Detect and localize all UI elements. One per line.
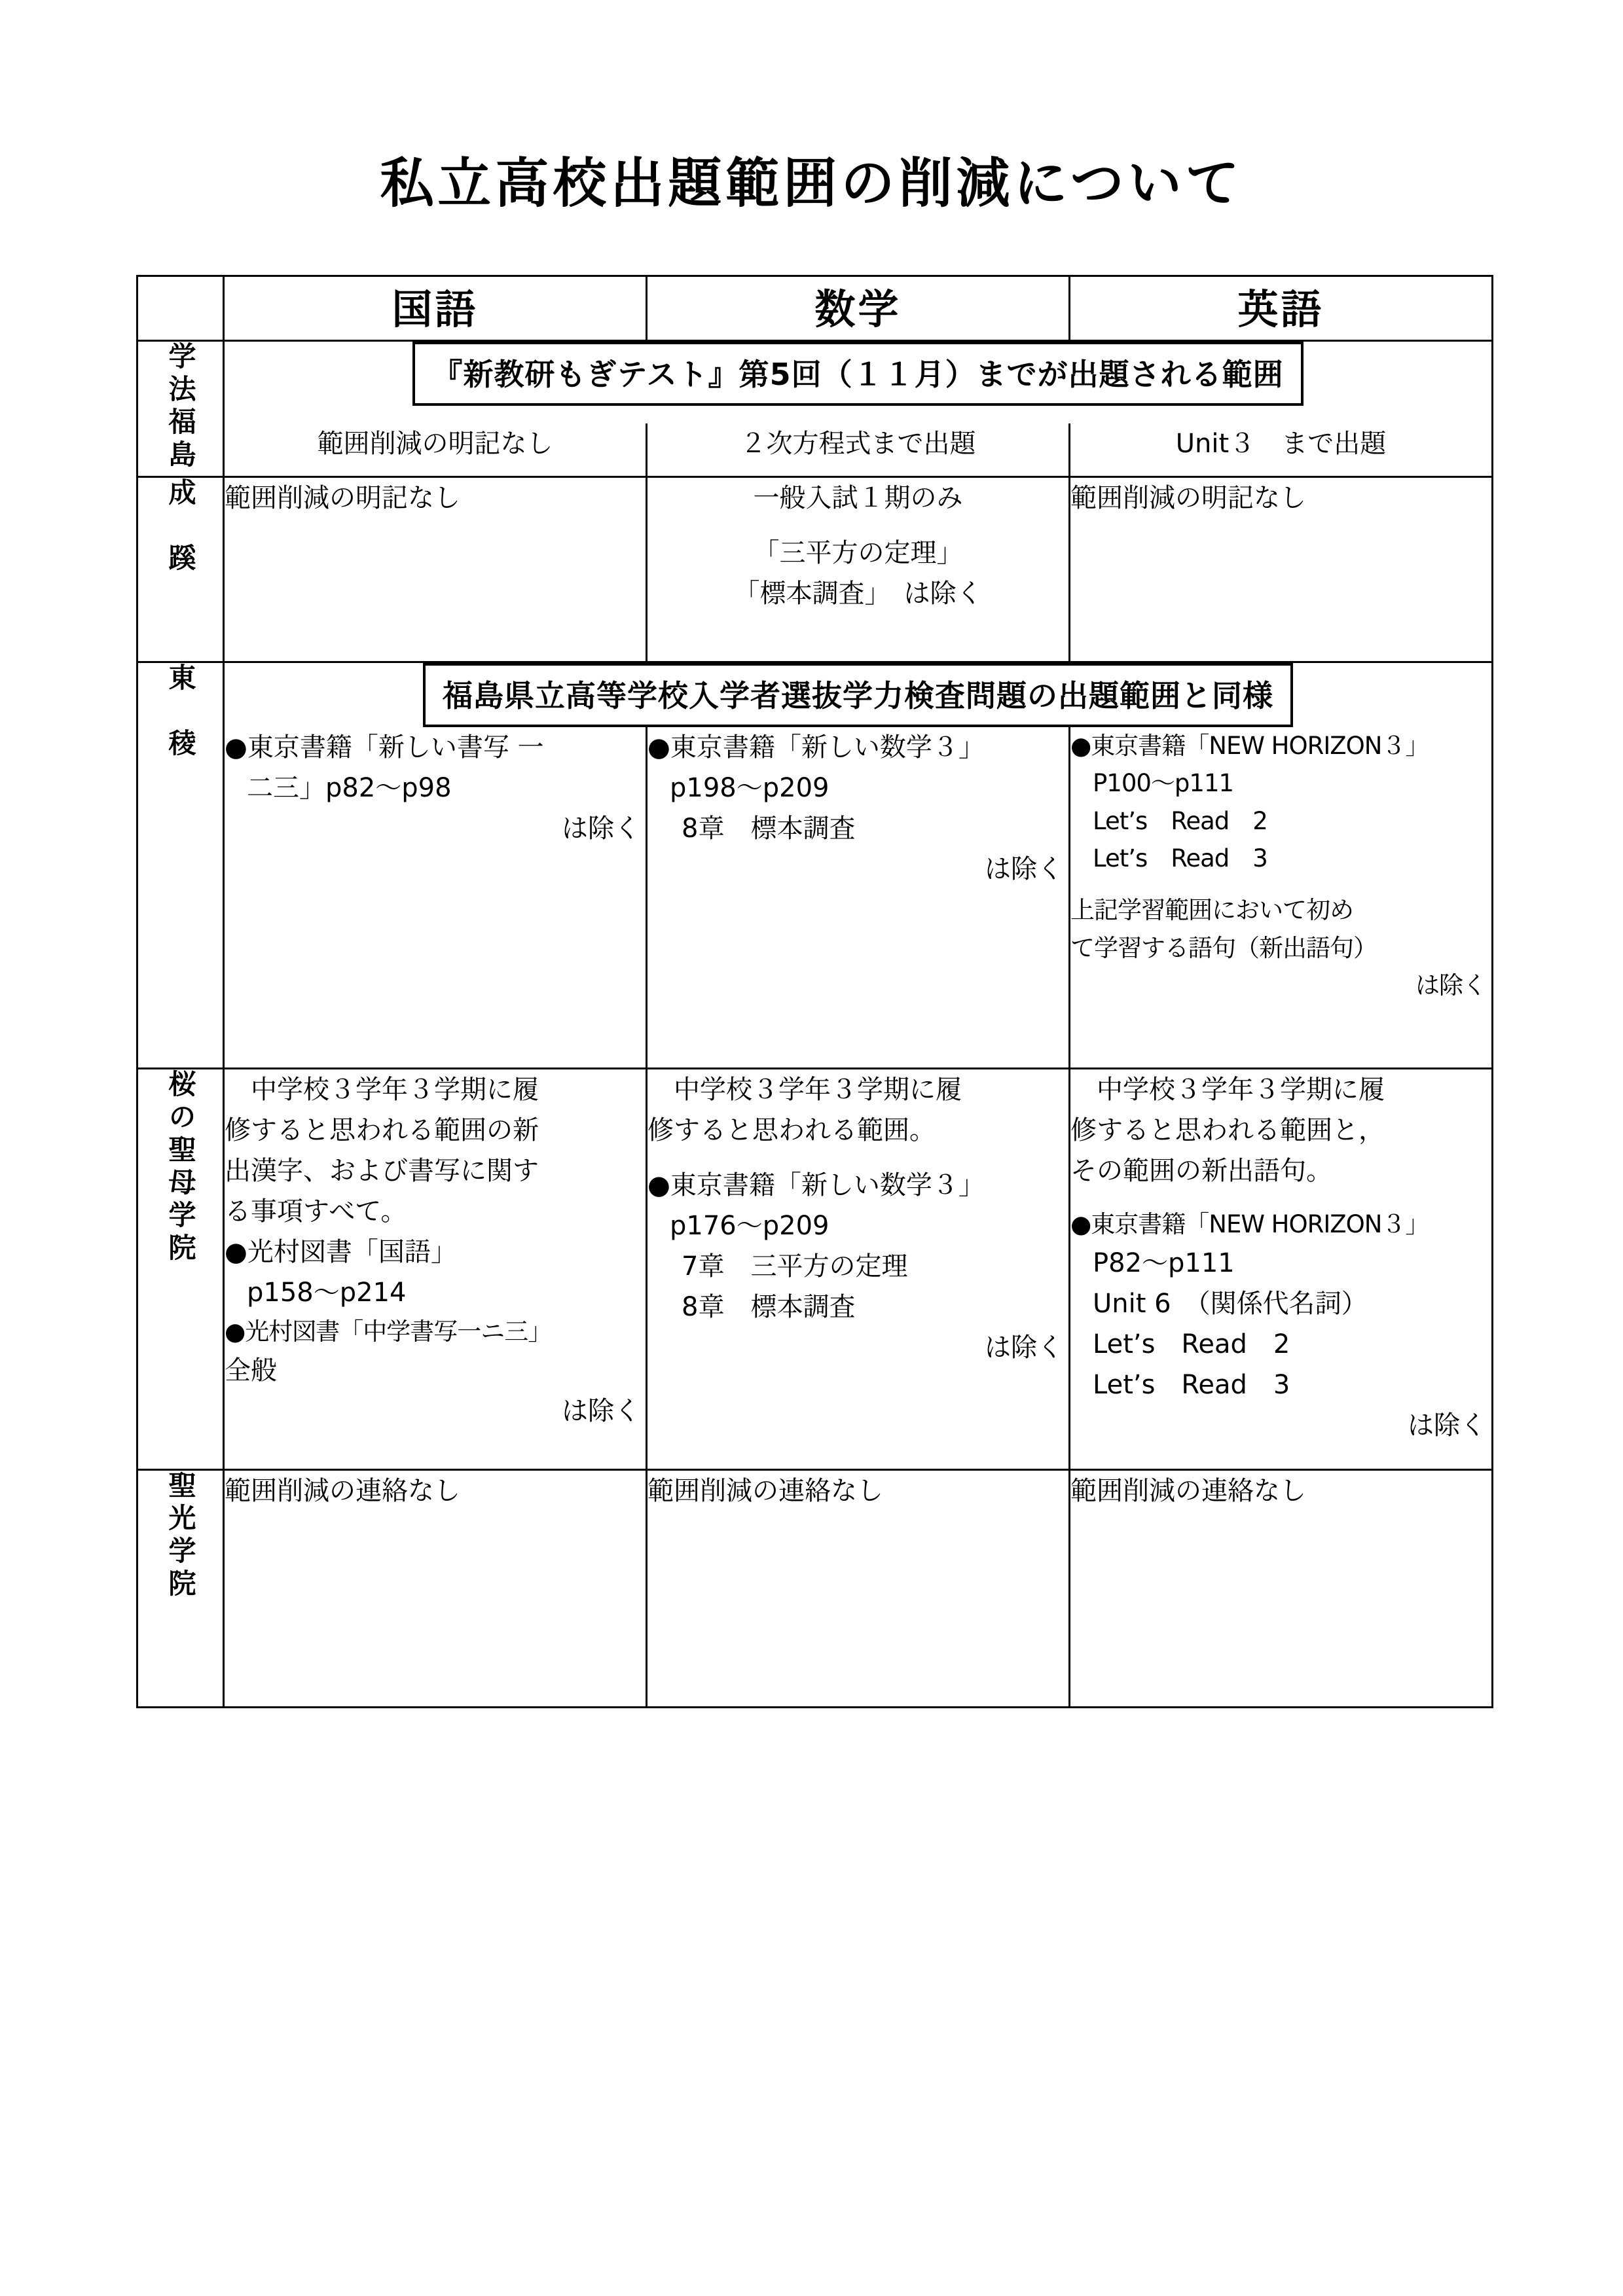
table-row [137, 662, 1493, 728]
table-row [137, 1470, 1493, 1708]
spacer [647, 518, 1068, 533]
cell-japanese-gakuho: 範囲削減の明記なし [224, 423, 647, 476]
spacer [1070, 877, 1491, 891]
cell-english-toryo: ●東京書籍「NEW HORIZON３」 P100～p111 Let’s Read 2 Let’s Read 3 上記学習範囲において初め て学習する語句（新出語句） は除く [1070, 727, 1493, 1069]
school-name-vertical: 成 蹊 [164, 478, 197, 576]
school-label-gakuho-fukushima [137, 341, 224, 477]
cell-english-seikei: 範囲削減の明記なし [1070, 477, 1493, 662]
school-label-seiko-gakuin [137, 1470, 224, 1708]
page-title: 私立高校出題範囲の削減について [380, 152, 1243, 215]
table-row [137, 341, 1493, 424]
table-header-row [137, 276, 1493, 341]
school-name-vertical: 東 稜 [164, 663, 197, 761]
cell-japanese-toryo: ●東京書籍「新しい書写 一 二三」p82～p98 は除く [224, 727, 647, 1069]
school-name-vertical: 聖光学院 [164, 1471, 197, 1602]
cell-english-seibo: 中学校３学年３学期に履 修すると思われる範囲と， その範囲の新出語句。 ●東京書籍「NEW HORIZON３」 P82～p111 Unit 6 （関係代名詞） Let’s Read 2 Let’s Read 3 は除く [1070, 1069, 1493, 1470]
exam-scope-table-wrapper [136, 275, 1491, 1708]
cell-english-seiko: 範囲削減の連絡なし [1070, 1470, 1493, 1708]
spacer [647, 1151, 1068, 1165]
table-row [137, 727, 1493, 1069]
school-label-seikei [137, 477, 224, 662]
scope-banner-row-3 [224, 662, 1493, 728]
cell-japanese-seibo: 中学校３学年３学期に履 修すると思われる範囲の新 出漢字、および書写に関す る事項すべて。 ●光村図書「国語」 p158～p214 ●光村図書「中学書写一ニ三」 全般 は除く [224, 1069, 647, 1470]
school-name-vertical: 学法福島 [164, 342, 197, 473]
cell-math-seikei: 一般入試１期のみ 「三平方の定理」 「標本調査」 は除く [647, 477, 1070, 662]
cell-math-seibo: 中学校３学年３学期に履 修すると思われる範囲。 ●東京書籍「新しい数学３」 p176～p209 7章 三平方の定理 8章 標本調査 は除く [647, 1069, 1070, 1470]
table-header-corner [137, 276, 224, 341]
table-row [137, 477, 1493, 662]
school-label-toryo [137, 662, 224, 1069]
table-row [137, 423, 1493, 476]
cell-english-gakuho: Unit３ まで出題 [1070, 423, 1493, 476]
scope-banner-row-1 [224, 341, 1493, 424]
cell-japanese-seiko: 範囲削減の連絡なし [224, 1470, 647, 1708]
school-name-vertical: 桜の聖母学院 [164, 1069, 197, 1266]
exam-scope-table [136, 275, 1493, 1708]
cell-math-gakuho: ２次方程式まで出題 [647, 423, 1070, 476]
scope-banner-text: 『新教研もぎテスト』第5回（１１月）までが出題される範囲 [412, 342, 1303, 406]
cell-japanese-seikei: 範囲削減の明記なし [224, 477, 647, 662]
scope-banner-text: 福島県立高等学校入学者選抜学力検査問題の出題範囲と同様 [423, 663, 1293, 727]
cell-math-toryo: ●東京書籍「新しい数学３」 p198～p209 8章 標本調査 は除く [647, 727, 1070, 1069]
table-header-english: 英語 [1070, 276, 1493, 341]
table-header-japanese: 国語 [224, 276, 647, 341]
school-label-sakura-no-seibo [137, 1069, 224, 1470]
cell-math-seiko: 範囲削減の連絡なし [647, 1470, 1070, 1708]
spacer [1070, 1191, 1491, 1206]
table-row [137, 1069, 1493, 1470]
table-header-math: 数学 [647, 276, 1070, 341]
